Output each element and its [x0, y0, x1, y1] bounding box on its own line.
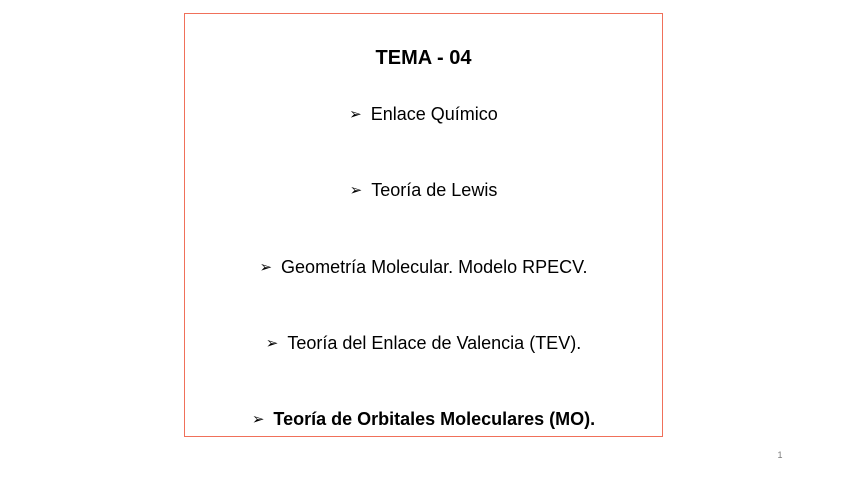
- topic-item-highlighted: [185, 406, 662, 434]
- topic-label: Enlace Químico: [370, 104, 498, 124]
- arrowhead-bullet-icon: ➢: [265, 335, 279, 352]
- topic-label: Teoría de Orbitales Moleculares (MO).: [273, 409, 596, 429]
- arrowhead-bullet-icon: ➢: [349, 106, 362, 123]
- topic-item: [185, 330, 662, 358]
- topic-label: Teoría del Enlace de Valencia (TEV).: [287, 333, 582, 353]
- topic-label: Geometría Molecular. Modelo RPECV.: [281, 257, 588, 277]
- slide-title: TEMA - 04: [375, 47, 472, 69]
- slide-content-frame: [184, 13, 663, 437]
- topic-label: Teoría de Lewis: [371, 180, 498, 200]
- topic-item: [185, 254, 662, 282]
- page-number: 1: [777, 450, 783, 460]
- arrowhead-bullet-icon: ➢: [259, 259, 273, 276]
- arrowhead-bullet-icon: ➢: [251, 411, 265, 428]
- topic-item: [185, 101, 662, 129]
- arrowhead-bullet-icon: ➢: [349, 182, 363, 199]
- topic-item: [185, 177, 662, 205]
